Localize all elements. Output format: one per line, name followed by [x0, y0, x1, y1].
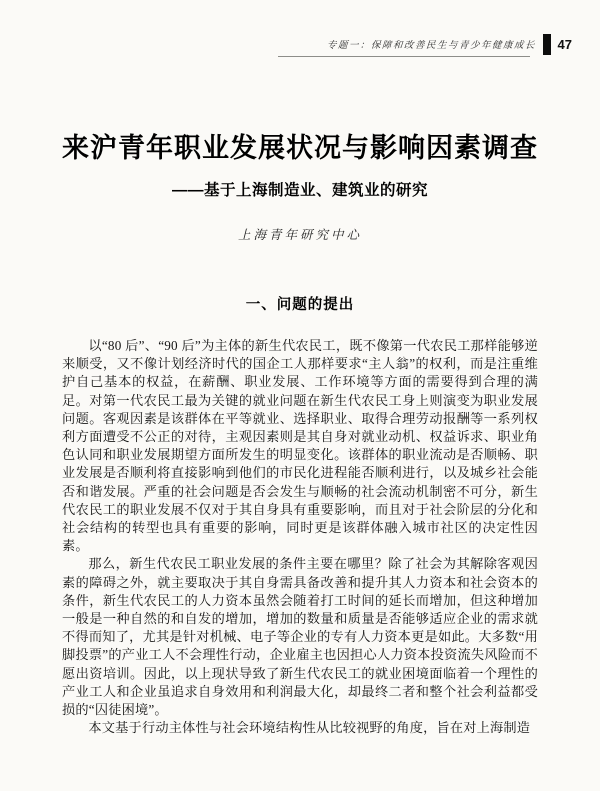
- header-divider-bar: [543, 34, 551, 55]
- article-author: 上海青年研究中心: [237, 228, 362, 242]
- article-title: 来沪青年职业发展状况与影响因素调查: [62, 133, 538, 163]
- section-heading: 一、问题的提出: [245, 297, 355, 313]
- page-number: 47: [557, 37, 572, 52]
- header-rule: [278, 56, 530, 57]
- page-header: [0, 34, 572, 55]
- article-subtitle: ——基于上海制造业、建筑业的研究: [171, 182, 428, 199]
- paragraph: 本文基于行动主体性与社会环境结构性从比较视野的角度，旨在对上海制造: [88, 720, 531, 736]
- paragraph: 以“80 后”、“90 后”为主体的新生代农民工，既不像第一代农民工那样能够逆来顺受，又不像计划经济时代的国企工人那样要求“主人翁”的权利，而是注重维护自己基本的权益，在薪酬、职业发展、工作环境等方面的需要得到合理的满足。对第一代农民工最为关键的就业问题在新生代农民工身上则演变为职业发展问题。客观因素是该群体在平等就业、选择职业、取得合理劳动报酬等一系列权利方面遭受不公正的对待，主观因素则是其自身对就业动机、权益诉求、职业角色认同和职业发展期望方面所发生的明显变化。该群体的职业流动是否顺畅、职业发展是否顺利将直接影响到他们的市民化进程能否顺利进行，以及城乡社会能否和谐发展。严重的社会问题是否会发生与顺畅的社会流动机制密不可分，新生代农民工的职业发展不仅对于其自身具有重要影响，而且对于社会阶层的分化和社会结构的转型也具有重要的影响，同时更是该群体融入城市社区的决定性因素。: [62, 338, 538, 554]
- header-topic: 专题一：保障和改善民生与青少年健康成长: [326, 40, 536, 51]
- paragraph: 那么，新生代农民工职业发展的条件主要在哪里？除了社会为其解除客观因素的障碍之外，就主要取决于其自身需具备改善和提升其人力资本和社会资本的条件，新生代农民工的人力资本虽然会随着打工时间的延长而增加，但这种增加一般是一种自然的和自发的增加，增加的数量和质量是否能够适应企业的需求就不得而知了，尤其是针对机械、电子等企业的专有人力资本更是如此。大多数“用脚投票”的产业工人不会理性行动，企业雇主也因担心人力资本投资流失风险而不愿出资培训。因此，以上现状导致了新生代农民工的就业困境面临着一个理性的产业工人和企业虽追求自身效用和利润最大化，却最终二者和整个社会利益都受损的“囚徒困境”。: [62, 556, 538, 718]
